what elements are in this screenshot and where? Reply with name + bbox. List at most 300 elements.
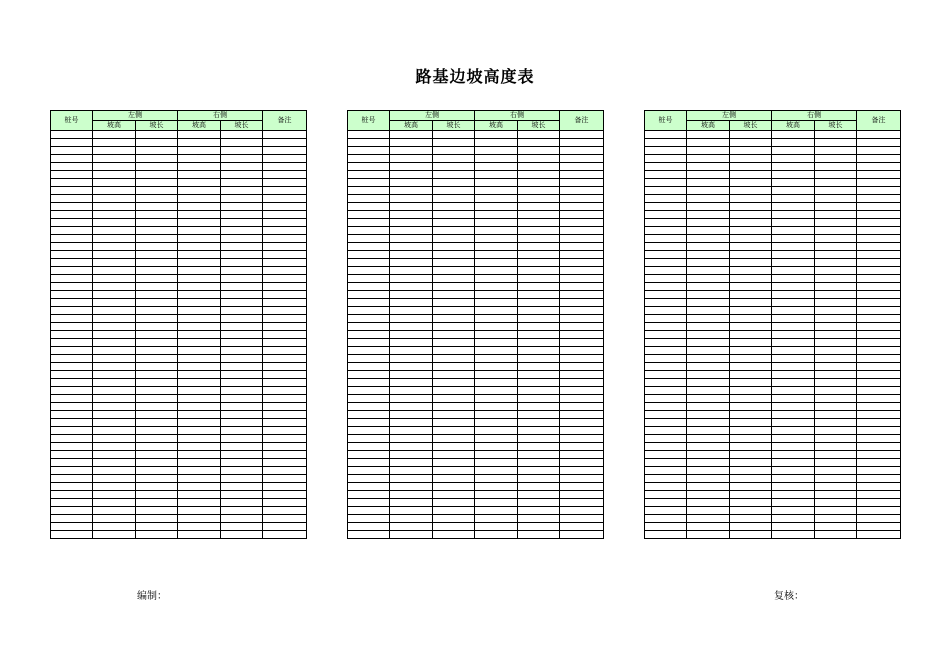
table-cell — [221, 371, 263, 379]
table-cell — [518, 267, 560, 275]
table-cell — [857, 387, 901, 395]
table-cell — [178, 411, 221, 419]
table-cell — [136, 371, 178, 379]
table-cell — [178, 499, 221, 507]
table-cell — [730, 171, 772, 179]
table-cell — [178, 339, 221, 347]
table-cell — [857, 475, 901, 483]
table-cell — [221, 387, 263, 395]
header-station: 桩号 — [348, 111, 390, 131]
table-cell — [815, 491, 857, 499]
table-cell — [263, 411, 307, 419]
table-cell — [645, 211, 687, 219]
table-row — [51, 347, 307, 355]
table-cell — [857, 483, 901, 491]
table-cell — [687, 467, 730, 475]
header-left-slope-length: 坡长 — [730, 121, 772, 131]
table-cell — [178, 523, 221, 531]
table-row — [348, 443, 604, 451]
table-cell — [93, 443, 136, 451]
table-cell — [560, 475, 604, 483]
table-cell — [93, 379, 136, 387]
table-cell — [772, 467, 815, 475]
table-cell — [857, 499, 901, 507]
table-cell — [772, 339, 815, 347]
table-cell — [815, 515, 857, 523]
table-cell — [645, 331, 687, 339]
table-cell — [518, 443, 560, 451]
table-cell — [136, 299, 178, 307]
table-row — [645, 451, 901, 459]
table-row — [348, 499, 604, 507]
page-title: 路基边坡高度表 — [415, 67, 535, 86]
table-cell — [518, 515, 560, 523]
table-cell — [390, 155, 433, 163]
table-cell — [815, 499, 857, 507]
table-cell — [348, 331, 390, 339]
table-cell — [475, 459, 518, 467]
table-cell — [475, 363, 518, 371]
table-row — [51, 331, 307, 339]
table-cell — [475, 435, 518, 443]
table-cell — [518, 259, 560, 267]
table-cell — [645, 483, 687, 491]
table-cell — [687, 379, 730, 387]
table-cell — [772, 427, 815, 435]
table-cell — [348, 315, 390, 323]
table-cell — [93, 491, 136, 499]
table-cell — [560, 275, 604, 283]
table-cell — [560, 227, 604, 235]
table-cell — [645, 251, 687, 259]
table-cell — [433, 147, 475, 155]
table-cell — [560, 371, 604, 379]
table-cell — [518, 451, 560, 459]
table-row — [51, 243, 307, 251]
table-cell — [263, 339, 307, 347]
table-cell — [518, 427, 560, 435]
table-cell — [475, 155, 518, 163]
table-cell — [348, 171, 390, 179]
table-cell — [687, 243, 730, 251]
table-cell — [51, 219, 93, 227]
table-cell — [857, 395, 901, 403]
table-row — [645, 411, 901, 419]
table-cell — [475, 403, 518, 411]
table-cell — [772, 187, 815, 195]
table-row — [645, 203, 901, 211]
table-row — [645, 147, 901, 155]
table-cell — [857, 435, 901, 443]
table-cell — [560, 339, 604, 347]
table-cell — [433, 467, 475, 475]
table-cell — [51, 331, 93, 339]
table-cell — [263, 379, 307, 387]
table-cell — [772, 435, 815, 443]
table-row — [645, 139, 901, 147]
table-cell — [815, 467, 857, 475]
table-cell — [645, 499, 687, 507]
table-cell — [136, 395, 178, 403]
table-cell — [136, 499, 178, 507]
table-cell — [687, 139, 730, 147]
table-cell — [687, 507, 730, 515]
table-cell — [93, 363, 136, 371]
table-row — [645, 155, 901, 163]
table-cell — [560, 299, 604, 307]
table-cell — [263, 531, 307, 539]
table-cell — [433, 259, 475, 267]
header-right-side: 右侧 — [475, 111, 560, 121]
table-cell — [178, 299, 221, 307]
table-cell — [348, 307, 390, 315]
table-cell — [178, 227, 221, 235]
table-cell — [390, 283, 433, 291]
table-cell — [136, 355, 178, 363]
table-cell — [518, 139, 560, 147]
table-cell — [136, 243, 178, 251]
table-cell — [560, 243, 604, 251]
table-cell — [93, 163, 136, 171]
table-cell — [263, 395, 307, 403]
table-cell — [475, 235, 518, 243]
table-cell — [93, 499, 136, 507]
table-row — [645, 347, 901, 355]
table-cell — [263, 307, 307, 315]
table-cell — [560, 139, 604, 147]
table-cell — [136, 323, 178, 331]
table-cell — [433, 355, 475, 363]
table-cell — [475, 427, 518, 435]
table-cell — [390, 339, 433, 347]
header-left-slope-length: 坡长 — [136, 121, 178, 131]
table-cell — [560, 267, 604, 275]
table-cell — [772, 283, 815, 291]
table-cell — [433, 427, 475, 435]
table-cell — [390, 139, 433, 147]
table-row — [348, 355, 604, 363]
table-cell — [857, 203, 901, 211]
table-cell — [136, 475, 178, 483]
table-cell — [518, 291, 560, 299]
table-cell — [348, 219, 390, 227]
table-cell — [645, 307, 687, 315]
table-cell — [348, 411, 390, 419]
table-cell — [93, 179, 136, 187]
table-cell — [433, 515, 475, 523]
table-cell — [730, 371, 772, 379]
table-cell — [560, 323, 604, 331]
table-cell — [518, 499, 560, 507]
table-cell — [221, 363, 263, 371]
table-row — [51, 307, 307, 315]
table-cell — [560, 411, 604, 419]
table-cell — [560, 435, 604, 443]
table-cell — [221, 475, 263, 483]
table-cell — [221, 187, 263, 195]
table-cell — [687, 147, 730, 155]
table-cell — [560, 347, 604, 355]
table-cell — [857, 379, 901, 387]
table-cell — [221, 195, 263, 203]
table-cell — [93, 531, 136, 539]
table-cell — [221, 427, 263, 435]
table-cell — [433, 299, 475, 307]
table-cell — [687, 515, 730, 523]
table-cell — [51, 363, 93, 371]
table-cell — [136, 515, 178, 523]
table-row — [645, 227, 901, 235]
table-row — [645, 291, 901, 299]
table-cell — [221, 491, 263, 499]
table-row — [51, 227, 307, 235]
table-cell — [730, 155, 772, 163]
table-cell — [51, 195, 93, 203]
table-row — [645, 435, 901, 443]
table-cell — [645, 171, 687, 179]
table-cell — [221, 267, 263, 275]
table-cell — [772, 307, 815, 315]
table-cell — [857, 363, 901, 371]
table-cell — [221, 451, 263, 459]
table-cell — [93, 467, 136, 475]
table-cell — [687, 331, 730, 339]
table-cell — [687, 419, 730, 427]
table-cell — [560, 195, 604, 203]
table-cell — [221, 179, 263, 187]
table-cell — [221, 379, 263, 387]
table-cell — [263, 163, 307, 171]
table-cell — [348, 131, 390, 139]
table-cell — [518, 523, 560, 531]
table-cell — [815, 147, 857, 155]
table-cell — [645, 147, 687, 155]
table-row — [348, 171, 604, 179]
table-row — [645, 475, 901, 483]
table-cell — [518, 475, 560, 483]
table-cell — [687, 443, 730, 451]
table-cell — [857, 403, 901, 411]
table-row — [645, 515, 901, 523]
table-cell — [645, 187, 687, 195]
table-cell — [560, 499, 604, 507]
table-cell — [687, 179, 730, 187]
table-cell — [221, 275, 263, 283]
table-cell — [178, 195, 221, 203]
table-cell — [263, 419, 307, 427]
table-cell — [772, 403, 815, 411]
table-row — [348, 411, 604, 419]
table-cell — [433, 171, 475, 179]
table-cell — [518, 283, 560, 291]
table-cell — [263, 355, 307, 363]
table-cell — [475, 499, 518, 507]
table-cell — [772, 475, 815, 483]
table-cell — [136, 219, 178, 227]
table-cell — [136, 531, 178, 539]
table-cell — [348, 155, 390, 163]
table-cell — [475, 195, 518, 203]
table-cell — [178, 155, 221, 163]
table-row — [348, 451, 604, 459]
table-cell — [433, 443, 475, 451]
table-cell — [518, 379, 560, 387]
header-right-slope-height: 坡高 — [475, 121, 518, 131]
table-cell — [772, 347, 815, 355]
table-cell — [518, 275, 560, 283]
table-cell — [390, 411, 433, 419]
table-cell — [390, 315, 433, 323]
table-cell — [136, 203, 178, 211]
table-cell — [348, 379, 390, 387]
table-cell — [730, 523, 772, 531]
table-cell — [815, 275, 857, 283]
table-cell — [433, 451, 475, 459]
table-cell — [687, 523, 730, 531]
table-cell — [687, 131, 730, 139]
table-row — [51, 451, 307, 459]
table-cell — [475, 179, 518, 187]
table-cell — [687, 371, 730, 379]
table-row — [51, 379, 307, 387]
table-row — [51, 371, 307, 379]
table-cell — [390, 195, 433, 203]
table-cell — [51, 355, 93, 363]
table-cell — [178, 211, 221, 219]
table-cell — [475, 315, 518, 323]
table-cell — [645, 347, 687, 355]
table-cell — [857, 515, 901, 523]
table-row — [348, 243, 604, 251]
table-cell — [221, 291, 263, 299]
table-cell — [51, 435, 93, 443]
table-cell — [51, 171, 93, 179]
table-cell — [136, 427, 178, 435]
table-cell — [263, 275, 307, 283]
table-cell — [857, 419, 901, 427]
table-cell — [433, 139, 475, 147]
table-cell — [348, 403, 390, 411]
table-cell — [772, 163, 815, 171]
table-row — [348, 387, 604, 395]
table-cell — [93, 419, 136, 427]
table-cell — [51, 307, 93, 315]
table-row — [348, 315, 604, 323]
table-cell — [433, 387, 475, 395]
table-cell — [136, 227, 178, 235]
table-row — [645, 395, 901, 403]
table-cell — [221, 155, 263, 163]
table-cell — [815, 451, 857, 459]
table-row — [348, 179, 604, 187]
table-cell — [433, 499, 475, 507]
table-cell — [221, 259, 263, 267]
table-cell — [51, 251, 93, 259]
table-cell — [772, 243, 815, 251]
table-row — [348, 203, 604, 211]
table-cell — [687, 195, 730, 203]
table-cell — [221, 531, 263, 539]
table-row — [51, 491, 307, 499]
table-cell — [815, 299, 857, 307]
table-cell — [136, 443, 178, 451]
table-row — [348, 307, 604, 315]
table-cell — [433, 491, 475, 499]
table-cell — [433, 251, 475, 259]
table-cell — [348, 387, 390, 395]
table-cell — [263, 283, 307, 291]
table-cell — [730, 187, 772, 195]
table-cell — [815, 435, 857, 443]
table-cell — [263, 475, 307, 483]
table-row — [645, 307, 901, 315]
table-cell — [348, 483, 390, 491]
table-cell — [263, 387, 307, 395]
table-cell — [221, 227, 263, 235]
table-cell — [263, 435, 307, 443]
table-cell — [51, 395, 93, 403]
table-cell — [560, 427, 604, 435]
table-row — [51, 163, 307, 171]
table-row — [51, 195, 307, 203]
table-row — [348, 291, 604, 299]
table-cell — [815, 347, 857, 355]
table-row — [51, 315, 307, 323]
header-right-side: 右侧 — [772, 111, 857, 121]
table-cell — [51, 443, 93, 451]
table-cell — [857, 339, 901, 347]
table-cell — [857, 131, 901, 139]
table-cell — [390, 307, 433, 315]
table-cell — [475, 467, 518, 475]
table-cell — [348, 515, 390, 523]
table-cell — [730, 443, 772, 451]
table-cell — [475, 331, 518, 339]
table-cell — [51, 323, 93, 331]
table-cell — [433, 307, 475, 315]
table-cell — [51, 147, 93, 155]
table-cell — [221, 411, 263, 419]
table-cell — [433, 155, 475, 163]
table-cell — [136, 435, 178, 443]
table-cell — [93, 459, 136, 467]
table-cell — [136, 523, 178, 531]
table-cell — [857, 315, 901, 323]
table-cell — [857, 227, 901, 235]
table-cell — [730, 467, 772, 475]
table-cell — [136, 139, 178, 147]
table-cell — [645, 459, 687, 467]
table-cell — [263, 459, 307, 467]
table-cell — [560, 491, 604, 499]
table-cell — [390, 299, 433, 307]
table-cell — [772, 267, 815, 275]
table-cell — [221, 139, 263, 147]
table-cell — [433, 331, 475, 339]
table-row — [348, 339, 604, 347]
table-cell — [348, 187, 390, 195]
table-cell — [51, 371, 93, 379]
table-cell — [178, 243, 221, 251]
table-cell — [263, 195, 307, 203]
table-cell — [51, 451, 93, 459]
table-cell — [221, 299, 263, 307]
table-cell — [857, 235, 901, 243]
table-cell — [51, 483, 93, 491]
table-cell — [560, 467, 604, 475]
table-row — [51, 299, 307, 307]
table-cell — [348, 291, 390, 299]
